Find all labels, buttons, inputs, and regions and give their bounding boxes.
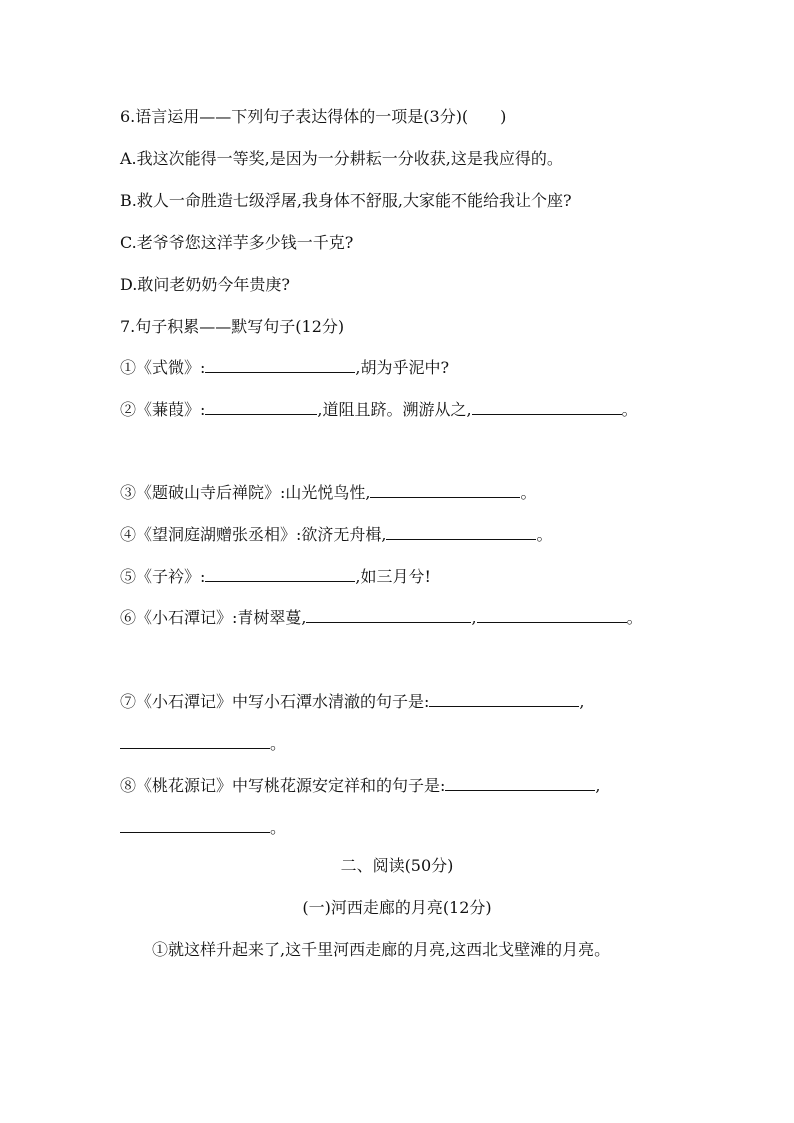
q7-item-7-prefix: ⑦《小石潭记》中写小石潭水清澈的句子是: (120, 692, 430, 711)
q7-item-8-middle: , (595, 776, 601, 795)
reading-subtitle: (一)河西走廊的月亮(12分) (302, 898, 492, 917)
q7-item-1-suffix: ,胡为乎泥中? (355, 358, 450, 377)
q7-item-8-end: 。 (270, 818, 287, 837)
q6-option-a: A.我这次能得一等奖,是因为一分耕耘一分收获,这是我应得的。 (120, 149, 563, 168)
q7-item-2-end: 。 (621, 400, 638, 419)
answer-blank[interactable] (205, 358, 355, 373)
q7-item-1-prefix: ①《式微》: (120, 358, 206, 377)
q7-item-2 (120, 400, 638, 420)
q7-title: 7.句子积累——默写句子(12分) (120, 317, 345, 336)
q7-item-7-middle: , (579, 692, 585, 711)
q7-item-6-prefix: ⑥《小石潭记》:青树翠蔓, (120, 608, 307, 627)
q7-item-6 (120, 608, 643, 628)
answer-blank[interactable] (120, 734, 270, 749)
q7-item-5-suffix: ,如三月兮! (355, 567, 431, 586)
answer-blank[interactable] (205, 400, 317, 415)
q7-item-7-continued (120, 734, 286, 754)
answer-blank[interactable] (429, 692, 579, 707)
answer-blank[interactable] (370, 483, 520, 498)
answer-blank[interactable] (477, 608, 627, 623)
q7-item-8-continued (120, 818, 286, 838)
q7-item-7 (120, 692, 585, 712)
q7-item-8-prefix: ⑧《桃花源记》中写桃花源安定祥和的句子是: (120, 776, 446, 795)
q7-item-2-prefix: ②《蒹葭》: (120, 400, 206, 419)
q7-item-3 (120, 483, 537, 503)
q7-item-4-prefix: ④《望洞庭湖赠张丞相》:欲济无舟楫, (120, 525, 387, 544)
q7-item-3-end: 。 (520, 483, 537, 502)
q6-option-d: D.敢问老奶奶今年贵庚? (120, 275, 290, 294)
q6-option-c: C.老爷爷您这洋芋多少钱一千克? (120, 233, 354, 252)
answer-blank[interactable] (205, 567, 355, 582)
answer-blank[interactable] (472, 400, 622, 415)
q7-item-4 (120, 525, 553, 545)
answer-blank[interactable] (120, 818, 270, 833)
q7-item-6-middle: , (471, 608, 477, 627)
q7-item-2-middle: ,道阻且跻。溯游从之, (317, 400, 472, 419)
q6-title: 6.语言运用——下列句子表达得体的一项是(3分)( ) (120, 107, 507, 126)
q7-item-1 (120, 358, 449, 378)
answer-blank[interactable] (386, 525, 536, 540)
reading-paragraph-1: ①就这样升起来了,这千里河西走廊的月亮,这西北戈壁滩的月亮。 (152, 940, 611, 959)
q6-option-b: B.救人一命胜造七级浮屠,我身体不舒服,大家能不能给我让个座? (120, 191, 572, 210)
answer-blank[interactable] (445, 776, 595, 791)
q7-item-4-end: 。 (536, 525, 553, 544)
q7-item-3-prefix: ③《题破山寺后禅院》:山光悦鸟性, (120, 483, 371, 502)
answer-blank[interactable] (306, 608, 471, 623)
section-title: 二、阅读(50分) (340, 856, 454, 875)
q7-item-8 (120, 776, 601, 796)
q7-item-6-end: 。 (626, 608, 643, 627)
q7-item-7-end: 。 (270, 734, 287, 753)
q7-item-5 (120, 567, 431, 587)
q7-item-5-prefix: ⑤《子衿》: (120, 567, 206, 586)
